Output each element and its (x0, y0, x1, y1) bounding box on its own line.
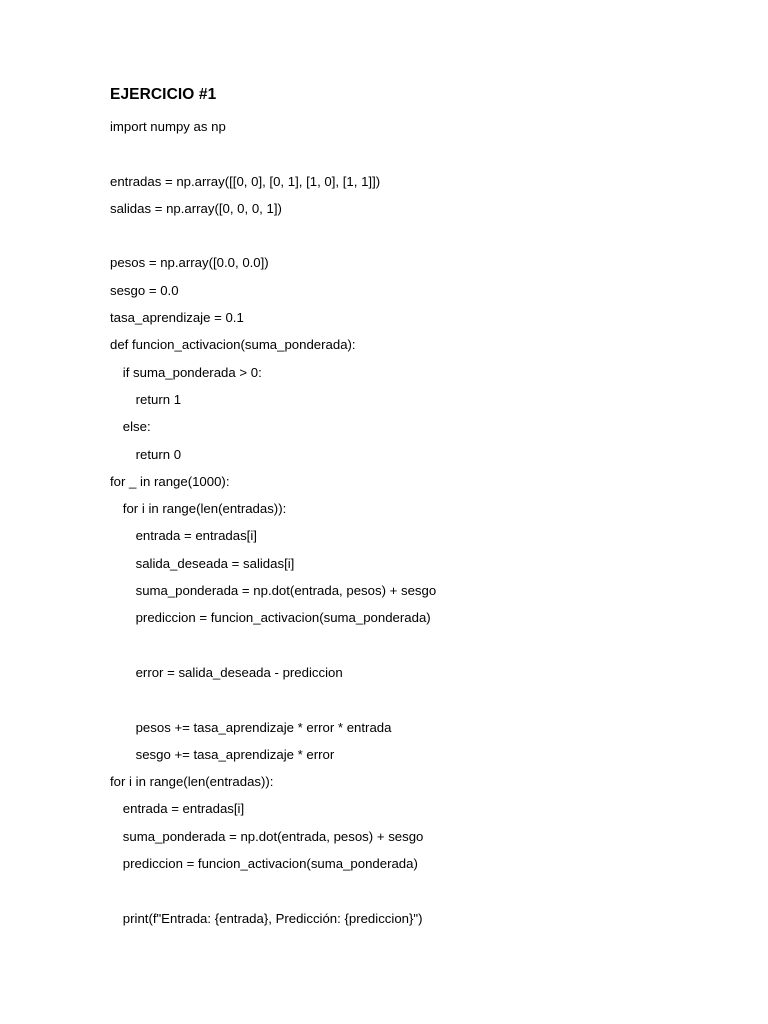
code-line: suma_ponderada = np.dot(entrada, pesos) + sesgo (122, 828, 424, 844)
code-line: for i in range(len(entradas)): (110, 774, 274, 790)
code-line: else: (122, 419, 151, 435)
code-line: return 1 (135, 391, 182, 407)
code-line: sesgo = 0.0 (110, 282, 179, 298)
code-line: salidas = np.array([0, 0, 0, 1]) (110, 200, 282, 216)
code-line: salida_deseada = salidas[i] (135, 555, 295, 571)
code-line: entrada = entradas[i] (135, 528, 257, 544)
code-line: tasa_aprendizaje = 0.1 (110, 310, 244, 326)
code-line: suma_ponderada = np.dot(entrada, pesos) + sesgo (135, 583, 437, 599)
code-line: return 0 (135, 446, 182, 462)
code-line: def funcion_activacion(suma_ponderada): (110, 337, 356, 353)
code-line: if suma_ponderada > 0: (122, 364, 262, 380)
blank-line (110, 225, 730, 252)
code-line: pesos = np.array([0.0, 0.0]) (110, 255, 269, 271)
code-line: prediccion = funcion_activacion(suma_ponderada) (135, 610, 431, 626)
code-line: entradas = np.array([[0, 0], [0, 1], [1, 0], [1, 1]]) (110, 173, 381, 189)
code-block (110, 116, 730, 935)
code-line: pesos += tasa_aprendizaje * error * entrada (135, 719, 392, 735)
code-line: import numpy as np (110, 119, 226, 134)
code-line: print(f"Entrada: {entrada}, Predicción: {prediccion}") (122, 910, 423, 926)
blank-line (110, 689, 730, 716)
code-line: error = salida_deseada - prediccion (135, 664, 343, 680)
blank-line (110, 143, 730, 170)
document-title: EJERCICIO #1 (110, 86, 217, 103)
code-line: entrada = entradas[i] (122, 801, 245, 817)
code-line: for _ in range(1000): (110, 473, 230, 489)
blank-line (110, 635, 730, 662)
code-line: sesgo += tasa_aprendizaje * error (135, 746, 335, 762)
code-line: for i in range(len(entradas)): (122, 501, 287, 517)
code-line: prediccion = funcion_activacion(suma_ponderada) (122, 856, 418, 872)
blank-line (110, 880, 730, 907)
